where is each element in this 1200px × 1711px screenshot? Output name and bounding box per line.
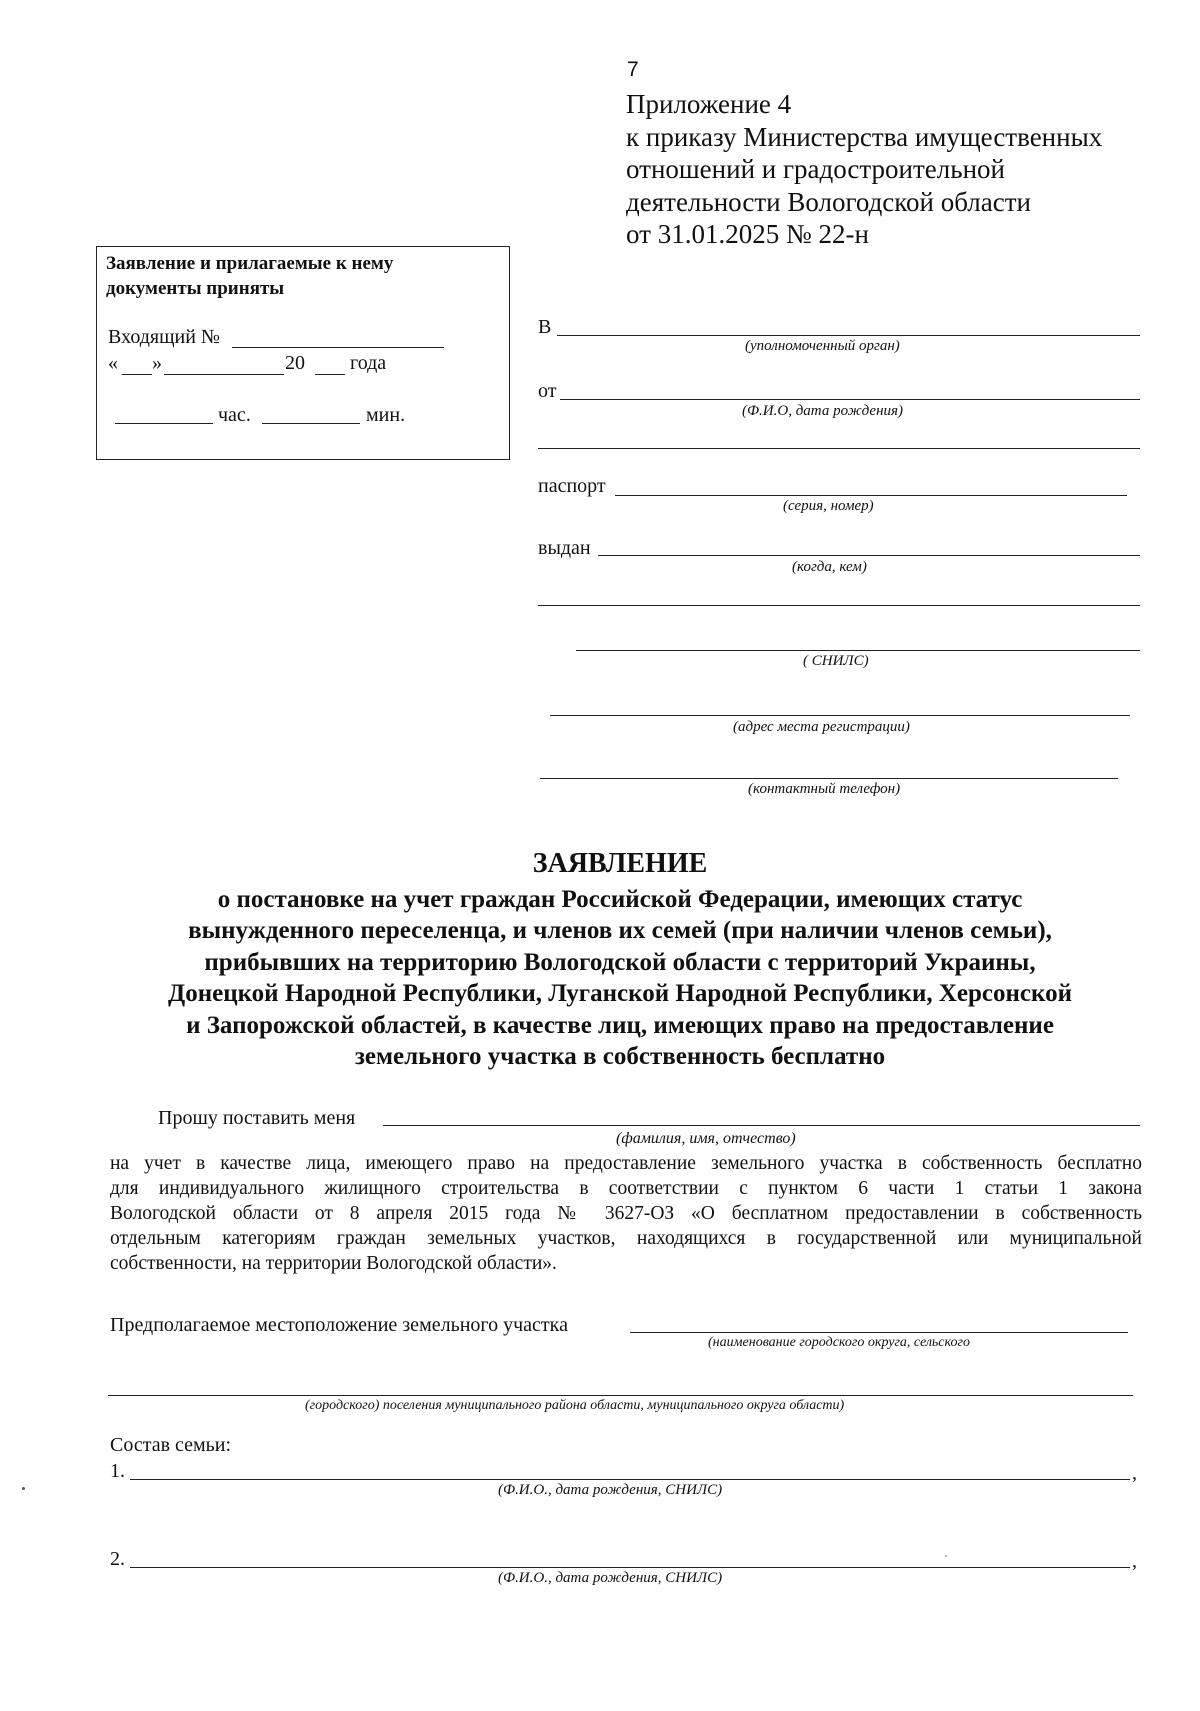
issued-label: выдан [538, 537, 591, 559]
appendix-line: от 31.01.2025 № 22-н [626, 219, 869, 249]
applicant-name-caption: (Ф.И.О, дата рождения) [742, 403, 903, 419]
family-member-trailing: , [1132, 1550, 1137, 1572]
phone-caption: (контактный телефон) [748, 781, 901, 797]
request-body-line: для индивидуального жилищного строительства в соответствии с пунктом 6 части 1 статьи 1 закона [110, 1178, 1142, 1199]
hours-label: час. [218, 404, 251, 426]
request-body [110, 1151, 1142, 1276]
family-member-field[interactable] [130, 1479, 1130, 1480]
year-prefix: 20 [285, 352, 305, 374]
location-caption: (наименование городского округа, сельского [708, 1335, 970, 1350]
address-caption: (адрес места регистрации) [733, 719, 910, 735]
applicant-name-field-cont[interactable] [538, 448, 1140, 449]
snils-caption: ( СНИЛС) [803, 653, 869, 669]
full-name-field[interactable] [383, 1125, 1140, 1126]
request-label: Прошу поставить меня [158, 1107, 356, 1129]
scan-speck [945, 1555, 947, 1557]
incoming-number-label: Входящий № [108, 326, 221, 348]
stamp-title-line: документы приняты [106, 278, 285, 299]
title-line: и Запорожской областей, в качестве лиц, имеющих право на предоставление [186, 1012, 1054, 1039]
date-close-quote: » [152, 352, 162, 374]
to-label: В [538, 316, 552, 338]
issued-caption: (когда, кем) [792, 559, 867, 575]
incoming-number-field[interactable] [232, 347, 444, 348]
title-line: земельного участка в собственность бесплатно [354, 1043, 886, 1070]
day-field[interactable] [122, 374, 152, 375]
snils-field[interactable] [576, 650, 1140, 651]
title-line: Донецкой Народной Республики, Луганской Народной Республики, Херсонской [168, 980, 1072, 1007]
title-line: вынужденного переселенца, и членов их семей (при наличии членов семьи), [188, 917, 1052, 944]
appendix-line: отношений и градостроительной [626, 154, 1005, 184]
title-line: о постановке на учет граждан Российской Федерации, имеющих статус [217, 886, 1023, 913]
request-body-line: на учет в качестве лица, имеющего право на предоставление земельного участка в собственность бесплатно [110, 1153, 1142, 1174]
from-label: от [538, 380, 557, 402]
location-caption-cont: (городского) поселения муниципального района области, муниципального округа области) [305, 1398, 845, 1413]
phone-field[interactable] [540, 778, 1118, 779]
authority-caption: (уполномоченный орган) [745, 338, 900, 354]
title-line: прибывших на территорию Вологодской области с территорий Украины, [204, 949, 1036, 976]
year-suffix: года [350, 352, 387, 374]
passport-caption: (серия, номер) [783, 498, 874, 514]
page-number: 7 [627, 58, 639, 81]
appendix-line: к приказу Министерства имущественных [626, 121, 1103, 152]
issued-field[interactable] [598, 555, 1140, 556]
family-member-number: 2. [110, 1548, 125, 1570]
appendix-line: Приложение 4 [626, 89, 792, 119]
family-member-field[interactable] [130, 1567, 1130, 1568]
family-member-trailing: , [1132, 1462, 1137, 1484]
full-name-caption: (фамилия, имя, отчество) [616, 1130, 796, 1147]
request-body-line: Вологодской области от 8 апреля 2015 года № 3627-ОЗ «О бесплатном предоставлении в собственность [110, 1203, 1142, 1224]
passport-label: паспорт [538, 475, 606, 497]
family-member-caption: (Ф.И.О., дата рождения, СНИЛС) [498, 1570, 723, 1586]
passport-field[interactable] [615, 495, 1127, 496]
applicant-name-field[interactable] [560, 399, 1140, 400]
family-member-number: 1. [110, 1460, 125, 1482]
issued-field-cont[interactable] [538, 605, 1140, 606]
family-label: Состав семьи: [110, 1434, 232, 1456]
address-field[interactable] [550, 715, 1130, 716]
document-title: ЗАЯВЛЕНИЕ [532, 848, 708, 879]
location-label: Предполагаемое местоположение земельного участка [110, 1314, 568, 1336]
minutes-label: мин. [366, 404, 406, 426]
date-open-quote: « [108, 352, 118, 374]
scan-speck [22, 1487, 25, 1490]
location-field[interactable] [630, 1332, 1128, 1333]
request-body-line: собственности, на территории Вологодской области». [110, 1253, 557, 1274]
year-field[interactable] [315, 374, 345, 375]
hours-field[interactable] [115, 423, 213, 424]
stamp-title [106, 251, 506, 301]
authority-field[interactable] [557, 335, 1140, 336]
month-field[interactable] [164, 374, 284, 375]
request-body-line: отдельным категориям граждан земельных участков, находящихся в государственной или муниципальной [110, 1228, 1142, 1249]
stamp-title-line: Заявление и прилагаемые к нему [106, 253, 394, 274]
appendix-line: деятельности Вологодской области [626, 186, 1031, 217]
appendix-reference [626, 88, 1146, 251]
minutes-field[interactable] [262, 423, 360, 424]
family-member-caption: (Ф.И.О., дата рождения, СНИЛС) [498, 1482, 723, 1498]
location-field-cont[interactable] [108, 1395, 1133, 1396]
